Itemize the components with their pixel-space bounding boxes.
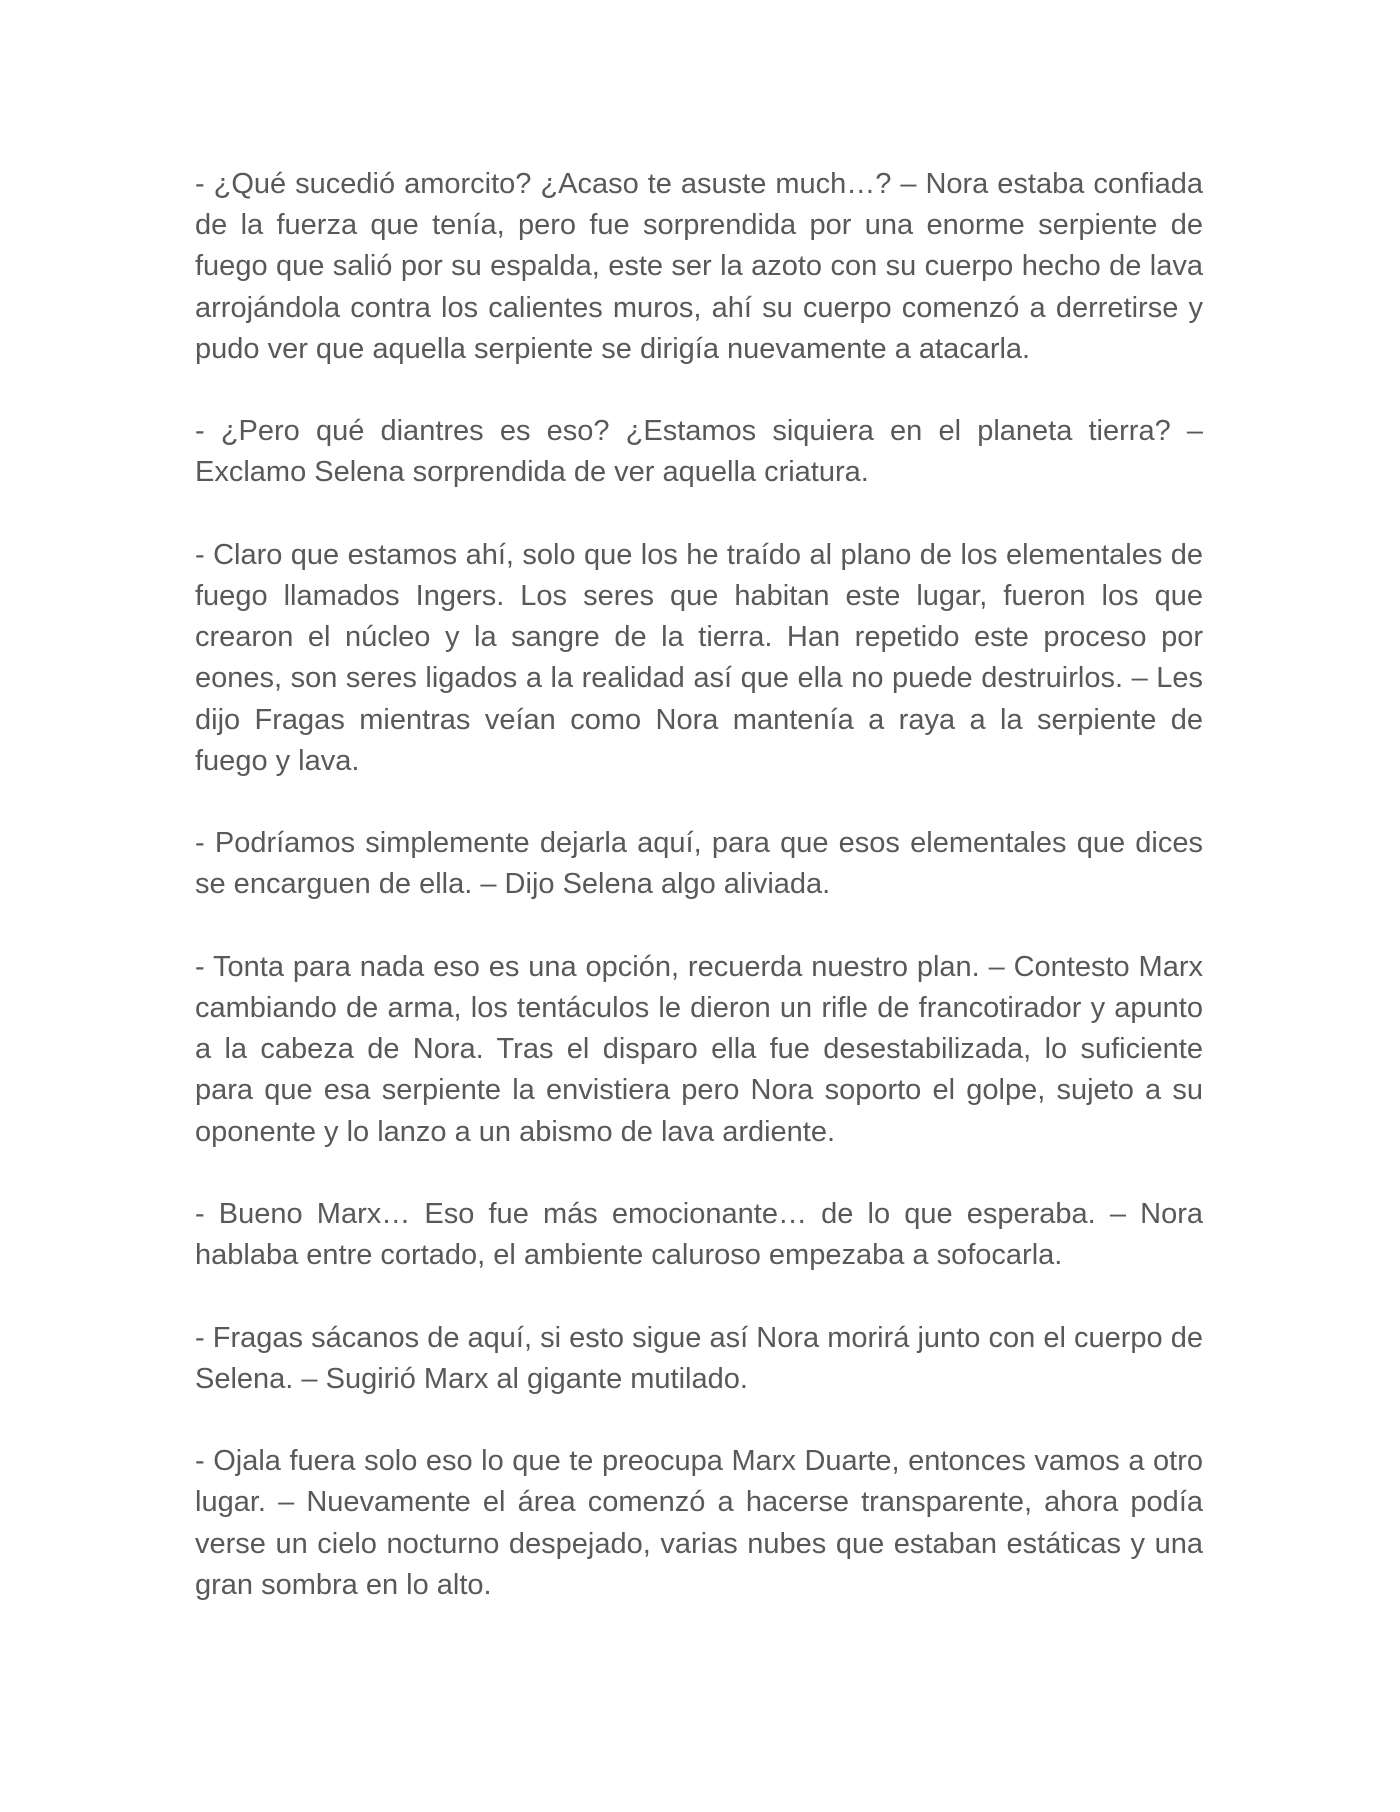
- paragraph-7: - Fragas sácanos de aquí, si esto sigue así Nora morirá junto con el cuerpo de Selena. – Sugirió Marx al gigante mutilado.: [195, 1321, 1203, 1395]
- paragraph-1: - ¿Qué sucedió amorcito? ¿Acaso te asuste much…? – Nora estaba confiada de la fuerza que tenía, pero fue sorprendida por una enorme serpiente de fuego que salió por su espalda, este ser la azoto con su cuerpo hecho de lava arrojándola contra los calientes muros, ahí su cuerpo comenzó a derretirse y pudo ver que aquella serpiente se dirigía nuevamente a atacarla.: [195, 168, 1203, 365]
- paragraph-8: - Ojala fuera solo eso lo que te preocupa Marx Duarte, entonces vamos a otro lugar. – Nuevamente el área comenzó a hacerse transparente, ahora podía verse un cielo nocturno despejado, varias nubes que estaban estáticas y una gran sombra en lo alto.: [195, 1445, 1203, 1601]
- paragraph-6: - Bueno Marx… Eso fue más emocionante… de lo que esperaba. – Nora hablaba entre cortado, el ambiente caluroso empezaba a sofocarla.: [195, 1198, 1203, 1272]
- paragraph-4: - Podríamos simplemente dejarla aquí, para que esos elementales que dices se encarguen de ella. – Dijo Selena algo aliviada.: [195, 827, 1203, 901]
- paragraph-2: - ¿Pero qué diantres es eso? ¿Estamos siquiera en el planeta tierra? – Exclamo Selena sorprendida de ver aquella criatura.: [195, 415, 1203, 489]
- paragraph-5: - Tonta para nada eso es una opción, recuerda nuestro plan. – Contesto Marx cambiando de arma, los tentáculos le dieron un rifle de francotirador y apunto a la cabeza de Nora. Tras el disparo ella fue desestabilizada, lo suficiente para que esa serpiente la envistiera pero Nora soporto el golpe, sujeto a su oponente y lo lanzo a un abismo de lava ardiente.: [195, 950, 1203, 1148]
- paragraph-3: - Claro que estamos ahí, solo que los he traído al plano de los elementales de fuego llamados Ingers. Los seres que habitan este lugar, fueron los que crearon el núcleo y la sangre de la tierra. Han repetido este proceso por eones, son seres ligados a la realidad así que ella no puede destruirlos. – Les dijo Fragas mientras veían como Nora mantenía a raya a la serpiente de fuego y lava.: [195, 538, 1203, 777]
- document-page: [195, 164, 1203, 1647]
